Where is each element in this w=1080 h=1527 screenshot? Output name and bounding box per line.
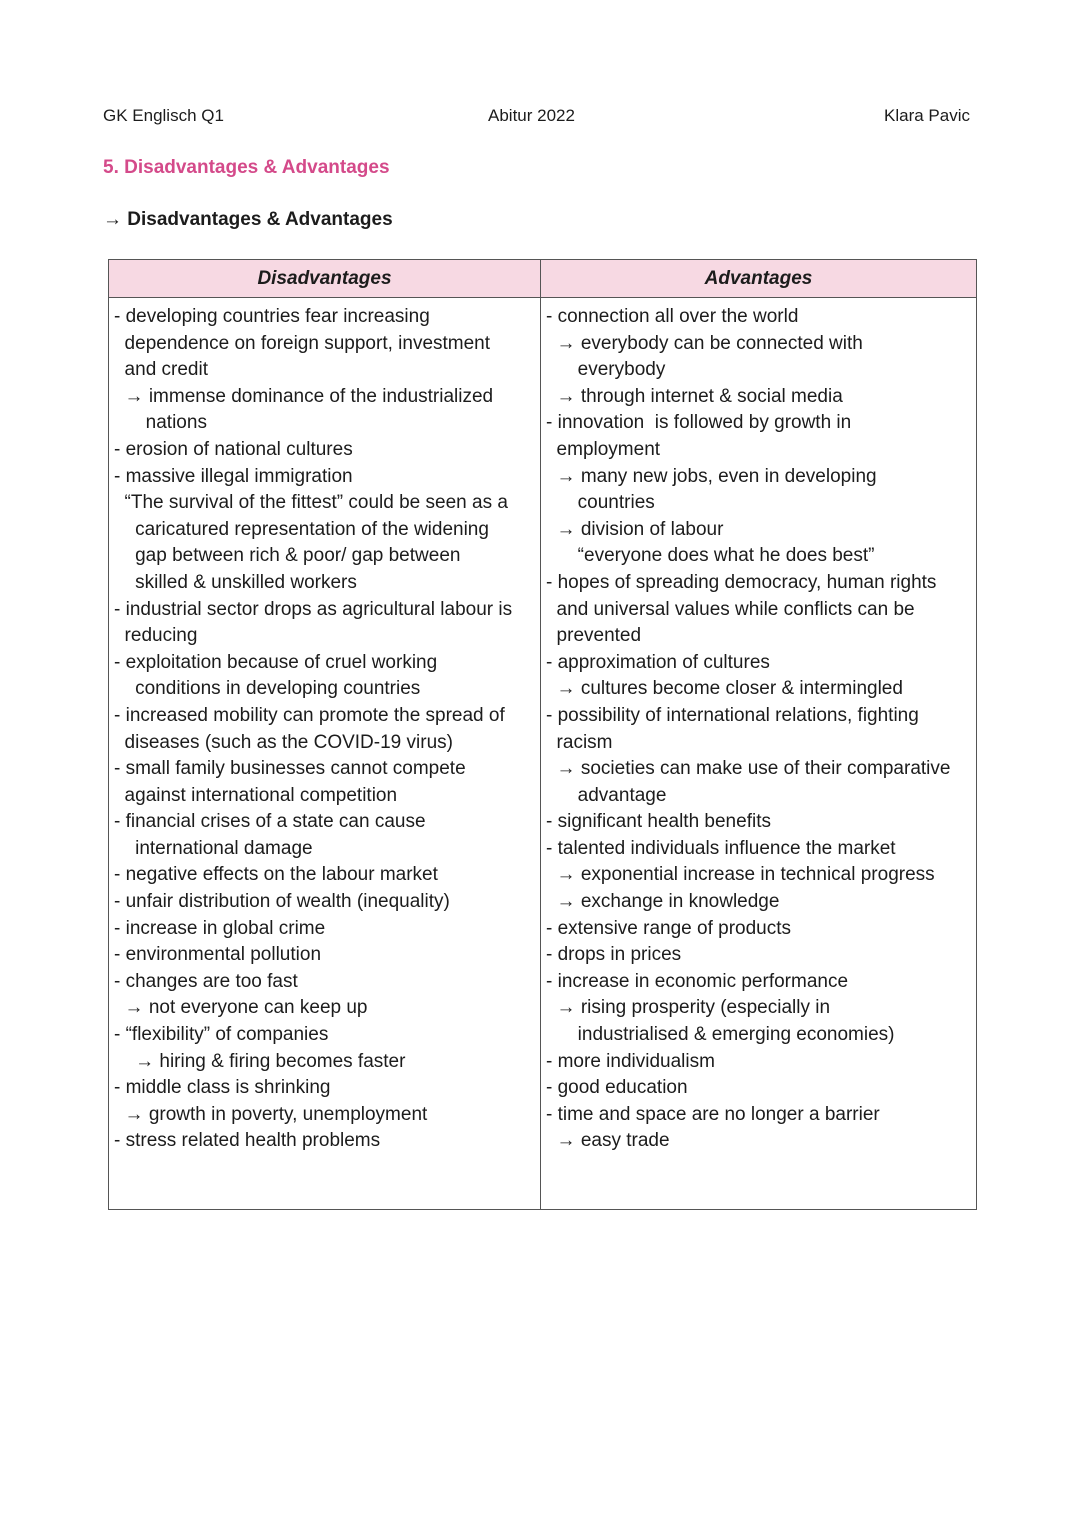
advantage-line: - drops in prices	[546, 944, 682, 966]
advantage-line: → division of labour	[546, 518, 724, 540]
advantage-line: → exponential increase in technical progress	[546, 864, 935, 886]
advantage-line: - more individualism	[546, 1050, 715, 1072]
advantage-line: - extensive range of products	[546, 917, 792, 939]
disadvantage-line: → immense dominance of the industrialized	[114, 385, 494, 407]
advantage-line: everybody	[546, 359, 666, 381]
advantage-line: industrialised & emerging economies)	[546, 1024, 895, 1046]
advantage-line: → societies can make use of their comparative	[546, 758, 951, 780]
advantage-line: - increase in economic performance	[546, 970, 849, 992]
disadvantage-line: → not everyone can keep up	[114, 997, 368, 1019]
column-divider	[540, 260, 541, 1209]
advantage-line: → everybody can be connected with	[546, 332, 863, 354]
header-exam: Abitur 2022	[488, 106, 575, 125]
advantage-line: advantage	[546, 784, 667, 806]
disadvantage-line: - increased mobility can promote the spread of	[114, 704, 505, 726]
advantage-line: - connection all over the world	[546, 306, 799, 327]
disadvantage-line: nations	[114, 412, 207, 434]
disadvantage-line: → hiring & firing becomes faster	[114, 1050, 406, 1072]
disadvantage-line: - financial crises of a state can cause	[114, 811, 426, 833]
advantage-line: → through internet & social media	[546, 385, 843, 407]
advantages-header: Advantages	[704, 268, 813, 289]
disadvantages-header: Disadvantages	[257, 268, 392, 289]
header-author: Klara Pavic	[884, 106, 970, 125]
disadvantage-line: - exploitation because of cruel working	[114, 651, 438, 673]
advantage-line: prevented	[546, 625, 642, 647]
disadvantage-line: - industrial sector drops as agricultural labour is	[114, 598, 513, 620]
advantage-line: - talented individuals influence the market	[546, 837, 896, 859]
disadvantage-line: → growth in poverty, unemployment	[114, 1103, 428, 1125]
disadvantage-line: - small family businesses cannot compete	[114, 758, 466, 780]
advantage-line: employment	[546, 438, 661, 460]
header-course: GK Englisch Q1	[103, 106, 224, 125]
advantage-line: and universal values while conflicts can be	[546, 598, 915, 620]
advantage-line: → cultures become closer & intermingled	[546, 678, 903, 700]
disadvantage-line: “The survival of the fittest” could be seen as a	[114, 492, 508, 514]
disadvantage-line: - massive illegal immigration	[114, 465, 353, 487]
advantage-line: “everyone does what he does best”	[546, 545, 875, 567]
advantage-line: - significant health benefits	[546, 811, 771, 833]
disadvantage-line: against international competition	[114, 784, 398, 806]
disadvantage-line: - environmental pollution	[114, 944, 322, 966]
advantage-line: - time and space are no longer a barrier	[546, 1103, 880, 1125]
disadvantage-line: conditions in developing countries	[114, 678, 421, 700]
section-title: 5. Disadvantages & Advantages	[103, 157, 390, 178]
advantage-line: → many new jobs, even in developing	[546, 465, 877, 487]
comparison-table	[108, 259, 977, 1210]
advantage-line: - hopes of spreading democracy, human rights	[546, 571, 937, 593]
disadvantage-line: diseases (such as the COVID-19 virus)	[114, 731, 453, 753]
subsection-title: → Disadvantages & Advantages	[103, 209, 393, 230]
advantages-list	[546, 304, 974, 1155]
advantage-line: - innovation is followed by growth in	[546, 412, 852, 434]
advantage-line: countries	[546, 492, 655, 514]
disadvantage-line: - developing countries fear increasing	[114, 306, 430, 327]
advantage-line: racism	[546, 731, 613, 753]
disadvantage-line: - erosion of national cultures	[114, 438, 353, 460]
advantage-line: → rising prosperity (especially in	[546, 997, 831, 1019]
advantage-line: - possibility of international relations, fighting	[546, 704, 919, 726]
advantage-line: - approximation of cultures	[546, 651, 770, 673]
disadvantage-line: caricatured representation of the widening	[114, 518, 489, 540]
disadvantage-line: reducing	[114, 625, 198, 647]
disadvantage-line: skilled & unskilled workers	[114, 571, 357, 593]
advantage-line: → easy trade	[546, 1130, 670, 1152]
disadvantage-line: - increase in global crime	[114, 917, 326, 939]
disadvantage-line: - unfair distribution of wealth (inequality)	[114, 891, 450, 913]
disadvantage-line: - changes are too fast	[114, 970, 298, 992]
disadvantage-line: - stress related health problems	[114, 1130, 381, 1152]
disadvantage-line: dependence on foreign support, investment	[114, 332, 491, 354]
disadvantages-list	[114, 304, 536, 1155]
disadvantage-line: - middle class is shrinking	[114, 1077, 331, 1099]
advantage-line: → exchange in knowledge	[546, 891, 780, 913]
disadvantage-line: - negative effects on the labour market	[114, 864, 438, 886]
disadvantage-line: - “flexibility” of companies	[114, 1024, 329, 1046]
advantage-line: - good education	[546, 1077, 688, 1099]
disadvantage-line: and credit	[114, 359, 208, 381]
disadvantage-line: international damage	[114, 837, 313, 859]
disadvantage-line: gap between rich & poor/ gap between	[114, 545, 461, 567]
